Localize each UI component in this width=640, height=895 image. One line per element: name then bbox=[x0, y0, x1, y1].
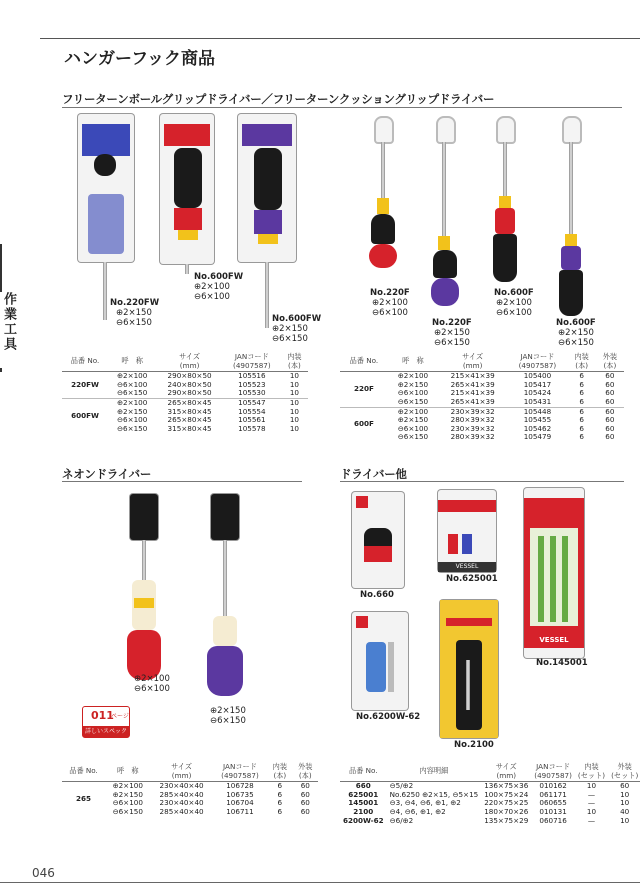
side-tab-label: 作業工具 bbox=[0, 292, 18, 368]
label-600fw-a: No.600FW bbox=[194, 272, 244, 282]
label-neon-b-spec1: ⊕2×150 bbox=[210, 706, 246, 716]
th-jan: JANコード (4907587) bbox=[223, 352, 281, 372]
cell-inner: 6 bbox=[579, 423, 584, 433]
product-image-600f-a bbox=[490, 116, 520, 286]
spec-table-other bbox=[340, 762, 640, 825]
cell-size: 265×41×39 bbox=[450, 379, 495, 389]
cell-contents: ⊖6/⊕2 bbox=[389, 815, 414, 825]
label-220f-b-spec1: ⊕2×150 bbox=[434, 328, 470, 338]
cell-jan: 105479 bbox=[523, 432, 552, 442]
table-row bbox=[340, 817, 640, 826]
cell-size: 280×39×32 bbox=[450, 432, 495, 442]
th-outer-set: 外装 (セット) bbox=[608, 762, 640, 782]
cell-size: 230×39×32 bbox=[450, 423, 495, 433]
label-660: No.660 bbox=[360, 590, 394, 600]
th-outer: 外装 (本) bbox=[293, 762, 318, 782]
ref-note: 詳しいスペックは bbox=[84, 728, 127, 746]
product-image-600fw-b bbox=[238, 114, 296, 262]
cell-inner: 6 bbox=[267, 782, 292, 791]
cell-jan: 105547 bbox=[223, 398, 281, 407]
cell-outer: 60 bbox=[605, 388, 615, 398]
cell-jan: 105431 bbox=[523, 396, 552, 406]
th-inner: 内装 (本) bbox=[267, 762, 292, 782]
cell-outer: 60 bbox=[605, 432, 615, 442]
cell-inner-set: 10 bbox=[586, 806, 597, 816]
label-600fw-b-spec2: ⊖6×150 bbox=[272, 334, 308, 344]
cell-yobi: ⊕2×150 bbox=[112, 789, 143, 799]
cell-size: 230×39×32 bbox=[438, 407, 507, 416]
cell-size: 135×75×29 bbox=[484, 815, 529, 825]
cell-outer: 60 bbox=[300, 798, 310, 808]
cell-jan: 061171 bbox=[539, 789, 567, 799]
cell-jan: 106711 bbox=[226, 806, 254, 816]
label-220fw-spec1: ⊕2×150 bbox=[116, 308, 152, 318]
cell-jan: 105448 bbox=[507, 407, 567, 416]
cell-inner-set: 10 bbox=[575, 782, 608, 791]
cell-yobi: ⊕2×100 bbox=[108, 398, 156, 407]
cell-inner-set: — bbox=[587, 789, 596, 799]
section-title-other: ドライバー他 bbox=[340, 467, 407, 481]
cell-yobi: ⊖6×150 bbox=[397, 396, 429, 406]
cell-yobi: ⊖6×100 bbox=[116, 415, 148, 425]
cell-outer: 60 bbox=[605, 415, 615, 425]
th-yobi: 呼 称 bbox=[388, 352, 438, 372]
cell-yobi: ⊖6×150 bbox=[116, 388, 148, 398]
label-neon-a-spec1: ⊕2×100 bbox=[134, 674, 170, 684]
cell-yobi: ⊕2×100 bbox=[108, 372, 156, 381]
cell-jan: 060655 bbox=[539, 798, 567, 808]
title-rule bbox=[40, 38, 640, 39]
cell-outer-set: 10 bbox=[620, 798, 630, 808]
th-yobi: 呼 称 bbox=[108, 352, 156, 372]
cell-size: 285×40×40 bbox=[159, 806, 204, 816]
cell-inner: 10 bbox=[289, 388, 299, 398]
cell-inner: 10 bbox=[281, 398, 308, 407]
product-image-145001 bbox=[524, 488, 584, 658]
label-6200w: No.6200W-62 bbox=[356, 712, 421, 722]
cell-outer: 60 bbox=[293, 782, 318, 791]
product-image-neon-a bbox=[124, 494, 164, 684]
cell-hinban: 625001 bbox=[348, 789, 379, 799]
cell-yobi: ⊖6×100 bbox=[397, 388, 429, 398]
cell-inner: 6 bbox=[579, 379, 584, 389]
cell-size: 230×40×40 bbox=[150, 782, 212, 791]
product-image-220f-a bbox=[368, 116, 398, 276]
th-size: サイズ (mm) bbox=[150, 762, 212, 782]
cell-outer-set: 60 bbox=[608, 782, 640, 791]
cell-inner: 10 bbox=[289, 423, 299, 433]
cell-outer-set: 10 bbox=[620, 815, 630, 825]
label-600fw-b: No.600FW bbox=[272, 314, 322, 324]
th-hinban: 品番 No. bbox=[62, 352, 108, 372]
cell-hinban: 145001 bbox=[348, 798, 379, 808]
cell-jan: 010162 bbox=[531, 782, 575, 791]
product-image-625001 bbox=[438, 490, 496, 572]
cell-jan: 060716 bbox=[539, 815, 567, 825]
cell-yobi: ⊕2×150 bbox=[397, 415, 429, 425]
label-600f-a-spec2: ⊖6×100 bbox=[496, 308, 532, 318]
label-neon-a-spec2: ⊖6×100 bbox=[134, 684, 170, 694]
cell-inner: 6 bbox=[277, 789, 283, 799]
cell-hinban: 6200W-62 bbox=[343, 815, 384, 825]
cell-hinban: 265 bbox=[62, 782, 105, 817]
cell-size: 100×75×24 bbox=[484, 789, 529, 799]
driver-shaft bbox=[185, 264, 189, 274]
label-220f-b: No.220F bbox=[432, 318, 472, 328]
cell-yobi: ⊖6×100 bbox=[112, 798, 143, 808]
driver-shaft bbox=[103, 262, 107, 320]
cell-size: 136×75×36 bbox=[481, 782, 531, 791]
label-600f-b-spec2: ⊖6×150 bbox=[558, 338, 594, 348]
th-inner-set: 内装 (セット) bbox=[575, 762, 608, 782]
cell-yobi: ⊕2×100 bbox=[388, 372, 438, 381]
cell-yobi: ⊖6×150 bbox=[397, 432, 429, 442]
cell-hinban: 220F bbox=[340, 372, 388, 407]
cell-inner: 6 bbox=[277, 806, 283, 816]
cell-jan: 105554 bbox=[238, 406, 266, 416]
pkg-brand-text: VESSEL bbox=[438, 562, 496, 572]
cell-size: 265×80×45 bbox=[156, 398, 223, 407]
label-600fw-a-spec2: ⊖6×100 bbox=[194, 292, 230, 302]
cell-size: 290×80×50 bbox=[156, 372, 223, 381]
spec-table-f bbox=[340, 352, 624, 442]
cell-inner: 6 bbox=[579, 432, 584, 442]
product-image-600fw-a bbox=[160, 114, 214, 264]
cell-jan: 105530 bbox=[238, 388, 266, 398]
ref-page-number: 011 bbox=[91, 709, 114, 722]
th-yobi: 呼 称 bbox=[105, 762, 150, 782]
label-600fw-a-spec1: ⊕2×100 bbox=[194, 282, 230, 292]
cell-contents: ⊖5/⊕2 bbox=[387, 782, 482, 791]
th-jan: JANコード (4907587) bbox=[531, 762, 575, 782]
cell-inner-set: — bbox=[587, 815, 596, 825]
page-number: 046 bbox=[32, 866, 55, 880]
label-600fw-b-spec1: ⊕2×150 bbox=[272, 324, 308, 334]
label-600f-b-spec1: ⊕2×150 bbox=[558, 328, 594, 338]
cell-inner: 6 bbox=[579, 415, 584, 425]
cell-size: 240×80×50 bbox=[167, 379, 212, 389]
cell-jan: 105424 bbox=[523, 388, 552, 398]
cell-outer: 60 bbox=[596, 407, 624, 416]
page-title: ハンガーフック商品 bbox=[64, 49, 215, 69]
cell-jan: 106704 bbox=[226, 798, 254, 808]
label-220fw: No.220FW bbox=[110, 298, 160, 308]
label-600f-a: No.600F bbox=[494, 288, 534, 298]
cell-inner: 6 bbox=[579, 388, 584, 398]
cell-outer: 60 bbox=[596, 372, 624, 381]
th-hinban: 品番 No. bbox=[340, 762, 387, 782]
cell-jan: 010131 bbox=[539, 806, 567, 816]
cell-size: 180×70×26 bbox=[484, 806, 529, 816]
cell-yobi: ⊕2×100 bbox=[105, 782, 150, 791]
th-size: サイズ (mm) bbox=[481, 762, 531, 782]
cell-yobi: ⊖6×150 bbox=[112, 806, 143, 816]
cell-jan: 105561 bbox=[238, 415, 266, 425]
product-image-600f-b bbox=[556, 116, 586, 316]
cell-inner: 6 bbox=[277, 798, 283, 808]
cell-size: 290×80×50 bbox=[167, 388, 212, 398]
label-2100: No.2100 bbox=[454, 740, 494, 750]
cell-size: 315×80×45 bbox=[167, 423, 212, 433]
cell-outer-set: 40 bbox=[620, 806, 630, 816]
th-size: サイズ (mm) bbox=[438, 352, 507, 372]
th-inner: 内装 (本) bbox=[281, 352, 308, 372]
cell-jan: 105516 bbox=[223, 372, 281, 381]
cell-yobi: ⊖6×150 bbox=[116, 423, 148, 433]
th-outer: 外装 (本) bbox=[596, 352, 624, 372]
section-rule bbox=[62, 481, 302, 482]
pkg-brand-text: VESSEL bbox=[539, 636, 569, 644]
th-hinban: 品番 No. bbox=[340, 352, 388, 372]
cell-inner: 10 bbox=[289, 379, 299, 389]
cell-hinban: 2100 bbox=[353, 806, 374, 816]
cell-jan: 105400 bbox=[507, 372, 567, 381]
cell-hinban: 600F bbox=[340, 407, 388, 442]
product-image-660 bbox=[352, 492, 404, 588]
cell-outer-set: 10 bbox=[620, 789, 630, 799]
cell-hinban: 660 bbox=[340, 782, 387, 791]
cell-size: 285×40×40 bbox=[159, 789, 204, 799]
section-rule bbox=[340, 481, 624, 482]
label-600f-b: No.600F bbox=[556, 318, 596, 328]
cell-outer: 60 bbox=[605, 379, 615, 389]
product-image-6200w bbox=[352, 612, 408, 710]
cell-jan: 105455 bbox=[523, 415, 552, 425]
cell-inner: 6 bbox=[568, 372, 596, 381]
cell-size: 215×41×39 bbox=[450, 388, 495, 398]
product-image-2100 bbox=[440, 600, 498, 738]
section-title-neon: ネオンドライバー bbox=[62, 467, 152, 481]
footer-rule bbox=[0, 882, 640, 883]
ref-page-unit: ページ bbox=[111, 713, 129, 720]
label-145001: No.145001 bbox=[536, 658, 588, 668]
product-image-220f-b bbox=[428, 116, 462, 312]
cell-outer: 60 bbox=[605, 396, 615, 406]
driver-shaft bbox=[265, 262, 269, 328]
cell-contents: No.6250 ⊕2×15, ⊖5×15 bbox=[389, 789, 479, 799]
th-hinban: 品番 No. bbox=[62, 762, 105, 782]
th-jan: JANコード (4907587) bbox=[213, 762, 267, 782]
cell-size: 230×40×40 bbox=[159, 798, 204, 808]
cell-yobi: ⊕2×150 bbox=[397, 379, 429, 389]
label-625001: No.625001 bbox=[446, 574, 498, 584]
th-inner: 内装 (本) bbox=[568, 352, 596, 372]
cell-jan: 105417 bbox=[523, 379, 552, 389]
cell-outer: 60 bbox=[605, 423, 615, 433]
cell-inner: 10 bbox=[289, 415, 299, 425]
cell-hinban: 600FW bbox=[62, 398, 108, 433]
label-neon-b-spec2: ⊖6×150 bbox=[210, 716, 246, 726]
cell-inner: 10 bbox=[281, 372, 308, 381]
section-rule bbox=[62, 107, 622, 108]
th-jan: JANコード (4907587) bbox=[507, 352, 567, 372]
product-image-neon-b bbox=[204, 494, 246, 700]
cell-jan: 105578 bbox=[238, 423, 266, 433]
cell-inner: 6 bbox=[568, 407, 596, 416]
label-220f-a-spec1: ⊕2×100 bbox=[372, 298, 408, 308]
label-220f-a: No.220F bbox=[370, 288, 410, 298]
cell-outer: 60 bbox=[300, 806, 310, 816]
cell-size: 265×41×39 bbox=[450, 396, 495, 406]
th-size: サイズ (mm) bbox=[156, 352, 223, 372]
spec-table-neon bbox=[62, 762, 318, 817]
page-reference-badge[interactable] bbox=[82, 706, 130, 746]
cell-yobi: ⊕2×100 bbox=[388, 407, 438, 416]
cell-yobi: ⊕2×150 bbox=[116, 406, 148, 416]
cell-inner: 10 bbox=[289, 406, 299, 416]
cell-size: 220×75×25 bbox=[484, 798, 529, 808]
cell-yobi: ⊖6×100 bbox=[397, 423, 429, 433]
label-220fw-spec2: ⊖6×150 bbox=[116, 318, 152, 328]
cell-outer: 60 bbox=[300, 789, 310, 799]
cell-jan: 105462 bbox=[523, 423, 552, 433]
label-600f-a-spec1: ⊕2×100 bbox=[496, 298, 532, 308]
cell-yobi: ⊖6×100 bbox=[116, 379, 148, 389]
th-contents: 内容明細 bbox=[387, 762, 482, 782]
section-title-freeturn: フリーターンボールグリップドライバー／フリーターンクッショングリップドライバー bbox=[62, 92, 495, 106]
label-220f-b-spec2: ⊖6×150 bbox=[434, 338, 470, 348]
cell-inner-set: — bbox=[587, 798, 596, 808]
cell-hinban: 220FW bbox=[62, 372, 108, 399]
cell-size: 215×41×39 bbox=[438, 372, 507, 381]
cell-inner: 6 bbox=[579, 396, 584, 406]
cell-jan: 105523 bbox=[238, 379, 266, 389]
cell-jan: 106735 bbox=[226, 789, 254, 799]
cell-size: 265×80×45 bbox=[167, 415, 212, 425]
cell-contents: ⊖4, ⊖6, ⊕1, ⊕2 bbox=[389, 806, 446, 816]
cell-size: 315×80×45 bbox=[167, 406, 212, 416]
spec-table-fw bbox=[62, 352, 308, 433]
label-220f-a-spec2: ⊖6×100 bbox=[372, 308, 408, 318]
cell-jan: 106728 bbox=[213, 782, 267, 791]
cell-contents: ⊖3, ⊖4, ⊖6, ⊕1, ⊕2 bbox=[389, 798, 461, 808]
product-image-220fw bbox=[78, 114, 134, 262]
cell-size: 280×39×32 bbox=[450, 415, 495, 425]
